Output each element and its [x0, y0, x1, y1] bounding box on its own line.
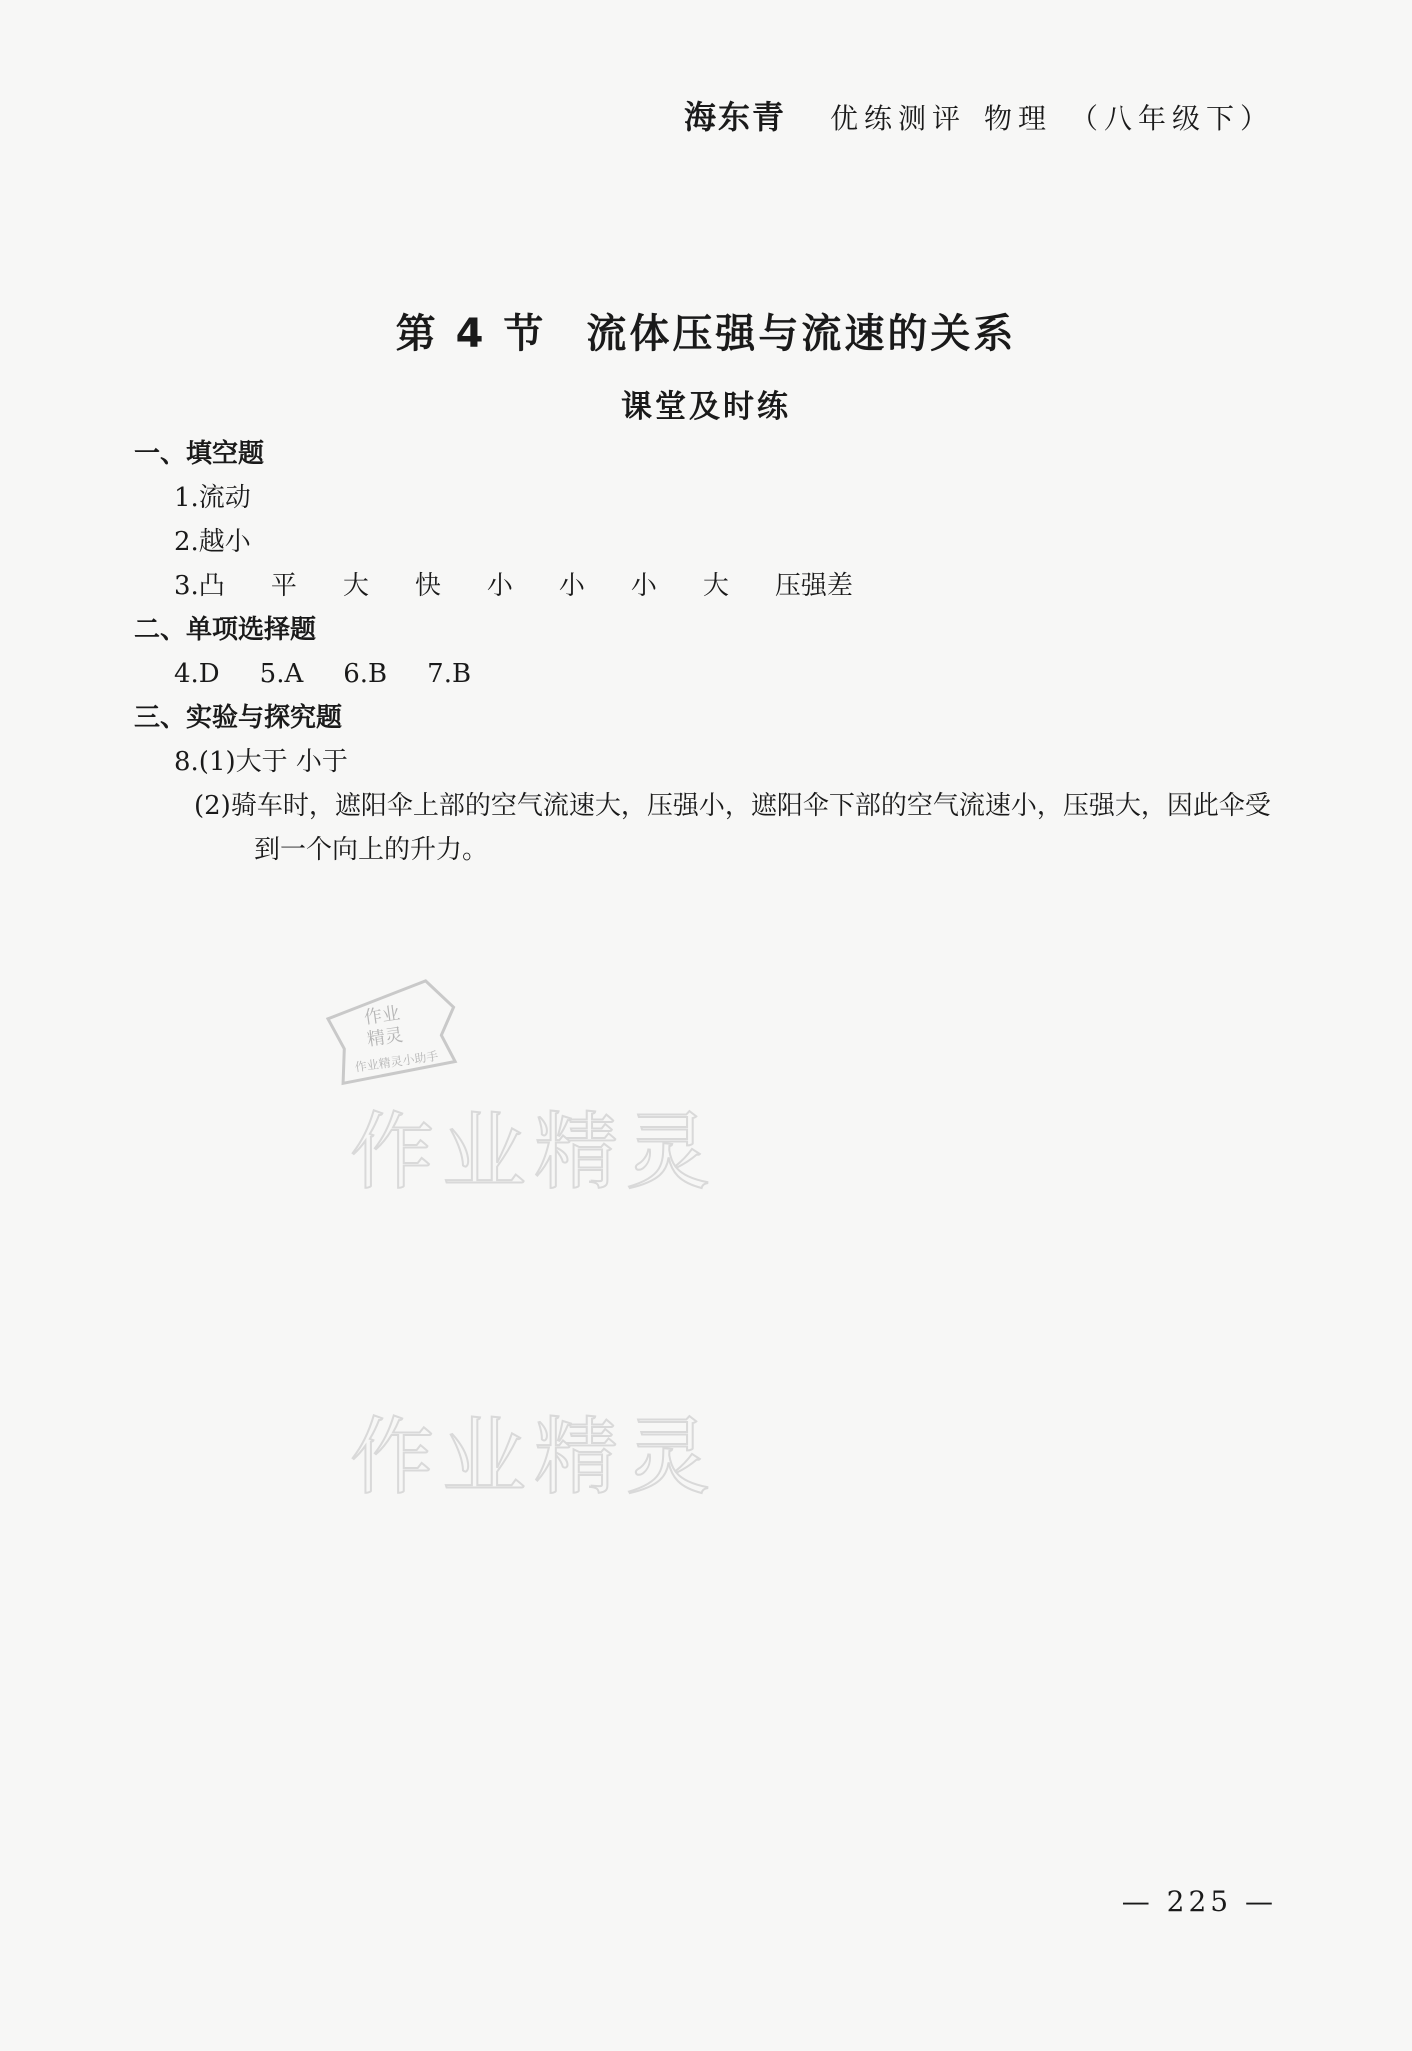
part3-heading: 三、实验与探究题	[134, 703, 343, 733]
answer-choices	[134, 652, 1294, 696]
section-name: 流体压强与流速的关系	[586, 311, 1017, 357]
header-subject: 物理	[983, 102, 1052, 135]
choice-answer: 6.B	[343, 659, 388, 689]
stamp-line1: 作业	[362, 1002, 402, 1029]
stamp-line2: 精灵	[365, 1024, 405, 1051]
q8-explanation: (2)骑车时，遮阳伞上部的空气流速大，压强小，遮阳伞下部的空气流速小，压强大，因此伞受到一个向上的升力。	[194, 791, 1271, 865]
part2-heading: 二、单项选择题	[134, 615, 317, 645]
section-title	[0, 302, 1412, 359]
answer-q8-part2	[134, 784, 1294, 872]
q3-word: 3.凸	[174, 571, 225, 601]
q3-word: 大	[702, 571, 729, 601]
running-header	[684, 92, 1274, 138]
q3-word: 快	[414, 571, 441, 601]
stamp-line3: 作业精灵小助手	[354, 1048, 440, 1075]
answer-q3	[134, 564, 1294, 608]
q3-word: 小	[630, 571, 657, 601]
q3-word: 大	[342, 571, 369, 601]
q3-word: 压强差	[774, 571, 853, 601]
header-brand: 海东青	[683, 98, 786, 136]
subtitle: 课堂及时练	[621, 389, 791, 425]
page-number: — 225 —	[1121, 1885, 1277, 1918]
choice-answer: 7.B	[427, 659, 472, 689]
q3-word: 平	[270, 571, 297, 601]
answer-q2: 2.越小	[174, 527, 251, 557]
q3-word: 小	[558, 571, 585, 601]
answer-q1: 1.流动	[174, 483, 251, 513]
header-grade: （八年级下）	[1069, 102, 1274, 135]
section-number: 第 4 节	[395, 311, 547, 357]
watermark-text: 作业精灵	[350, 1103, 719, 1201]
q3-word: 小	[486, 571, 513, 601]
choice-answer: 4.D	[174, 659, 220, 689]
answer-q8-part1: 8.(1)大于 小于	[174, 747, 348, 777]
watermark-text: 作业精灵	[350, 1408, 719, 1506]
header-series: 优练测评	[829, 102, 966, 135]
watermark-stamp	[316, 971, 468, 1088]
part1-heading: 一、填空题	[134, 439, 265, 469]
answer-content	[134, 432, 1294, 872]
choice-answer: 5.A	[259, 659, 304, 689]
